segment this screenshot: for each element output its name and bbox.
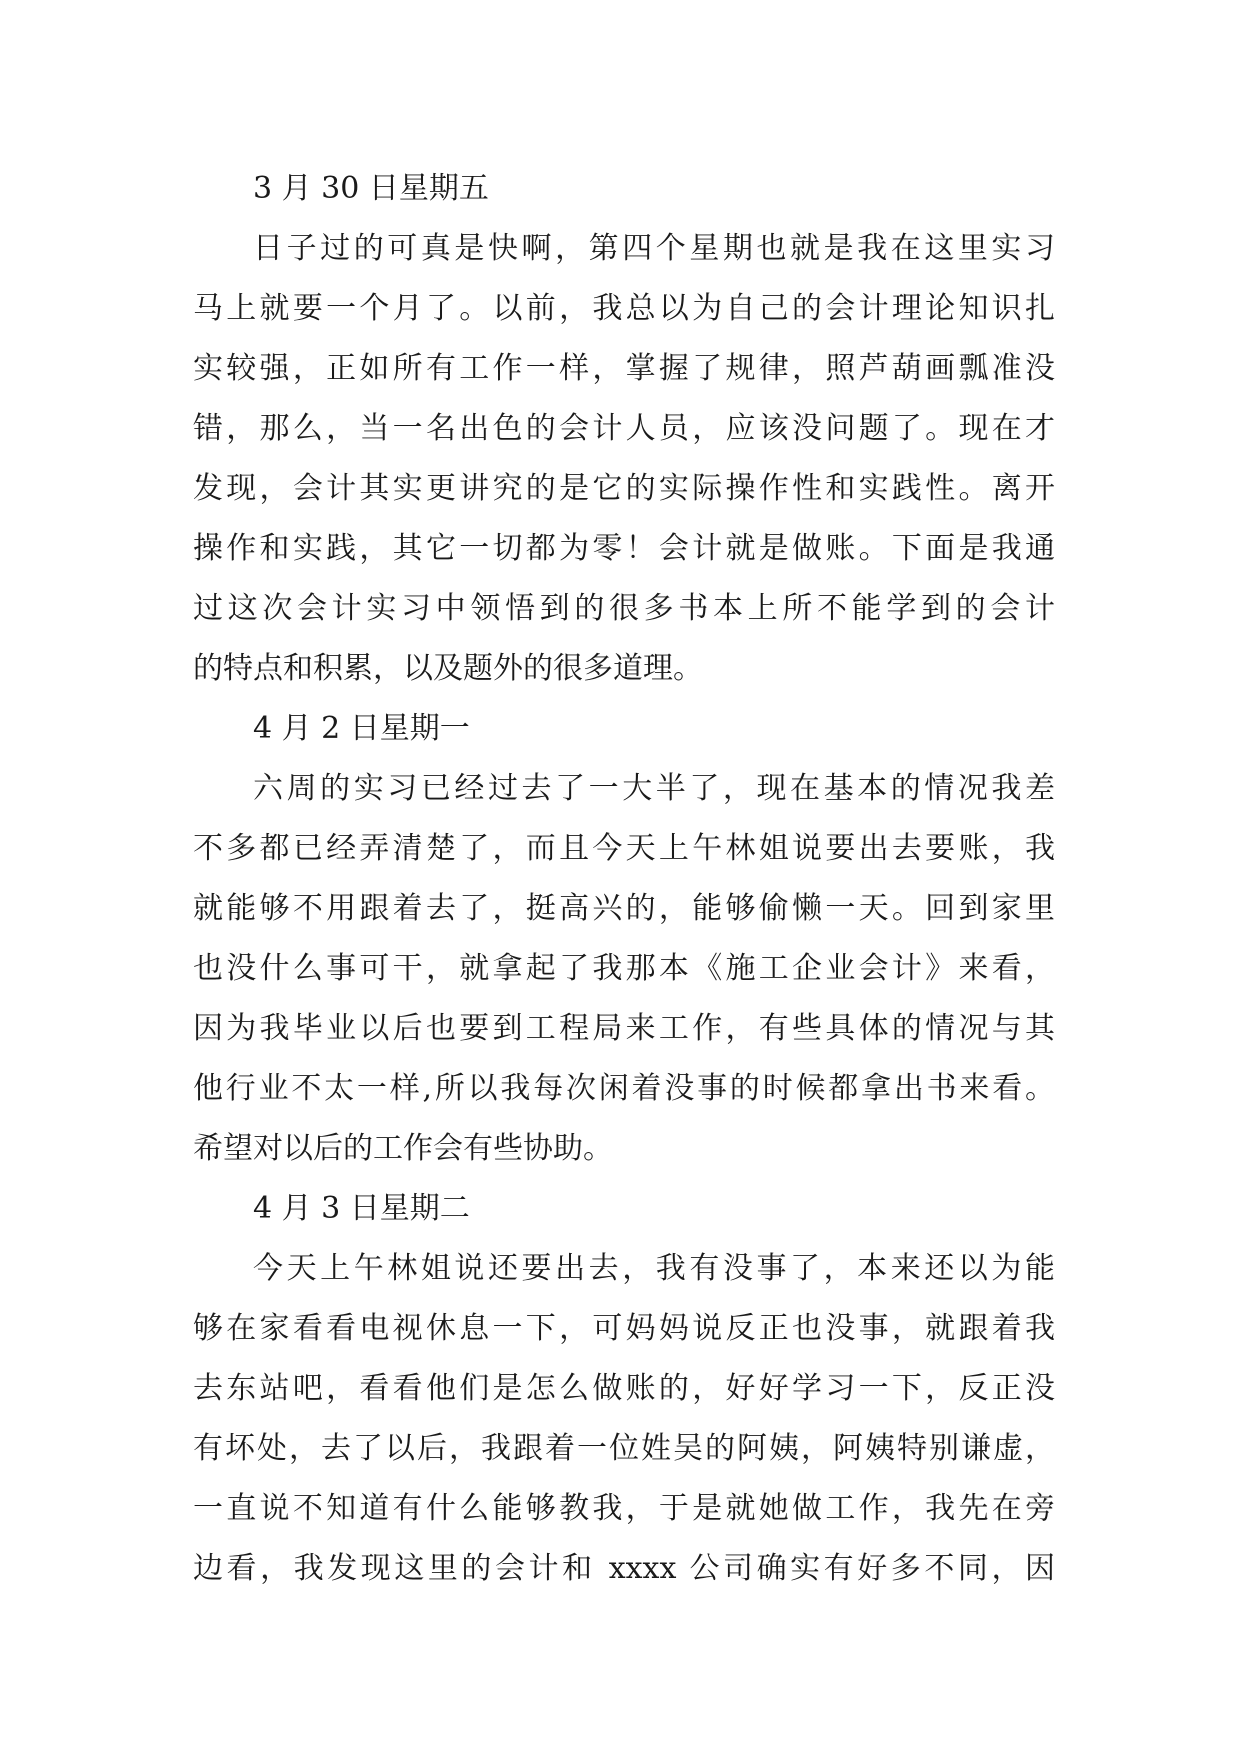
paragraph-line: 希望对以后的工作会有些协助。	[193, 1131, 613, 1166]
paragraph-line: 实较强，正如所有工作一样，掌握了规律，照芦葫画瓢准没	[193, 351, 1055, 386]
paragraph-line: 就能够不用跟着去了，挺高兴的，能够偷懒一天。回到家里	[193, 891, 1055, 926]
paragraph-line: 也没什么事可干，就拿起了我那本《施工企业会计》来看，	[193, 951, 1055, 986]
paragraph-line: 边看，我发现这里的会计和 xxxx 公司确实有好多不同，因	[193, 1551, 1055, 1586]
paragraph-line: 不多都已经弄清楚了，而且今天上午林姐说要出去要账，我	[193, 831, 1055, 866]
paragraph-line: 有坏处，去了以后，我跟着一位姓吴的阿姨，阿姨特别谦虚，	[193, 1431, 1055, 1466]
entry-date: 3 月 30 日星期五	[253, 171, 489, 206]
paragraph-line: 他行业不太一样,所以我每次闲着没事的时候都拿出书来看。	[193, 1071, 1055, 1106]
paragraph-line: 六周的实习已经过去了一大半了，现在基本的情况我差	[253, 771, 1055, 806]
entry-date: 4 月 2 日星期一	[253, 711, 470, 746]
entry-date: 4 月 3 日星期二	[253, 1191, 470, 1226]
paragraph-line: 发现，会计其实更讲究的是它的实际操作性和实践性。离开	[193, 471, 1055, 506]
paragraph-line: 去东站吧，看看他们是怎么做账的，好好学习一下，反正没	[193, 1371, 1055, 1406]
paragraph-line: 操作和实践，其它一切都为零！会计就是做账。下面是我通	[193, 531, 1055, 566]
paragraph-line: 马上就要一个月了。以前，我总以为自己的会计理论知识扎	[193, 291, 1055, 326]
paragraph-line: 过这次会计实习中领悟到的很多书本上所不能学到的会计	[193, 591, 1055, 626]
paragraph-line: 因为我毕业以后也要到工程局来工作，有些具体的情况与其	[193, 1011, 1055, 1046]
document-body	[193, 159, 1055, 1599]
paragraph-line: 错，那么，当一名出色的会计人员，应该没问题了。现在才	[193, 411, 1055, 446]
paragraph-line: 的特点和积累，以及题外的很多道理。	[193, 651, 703, 686]
paragraph-line: 日子过的可真是快啊，第四个星期也就是我在这里实习	[253, 231, 1055, 266]
paragraph-line: 一直说不知道有什么能够教我，于是就她做工作，我先在旁	[193, 1491, 1055, 1526]
paragraph-line: 今天上午林姐说还要出去，我有没事了，本来还以为能	[253, 1251, 1055, 1286]
paragraph-line: 够在家看看电视休息一下，可妈妈说反正也没事，就跟着我	[193, 1311, 1055, 1346]
